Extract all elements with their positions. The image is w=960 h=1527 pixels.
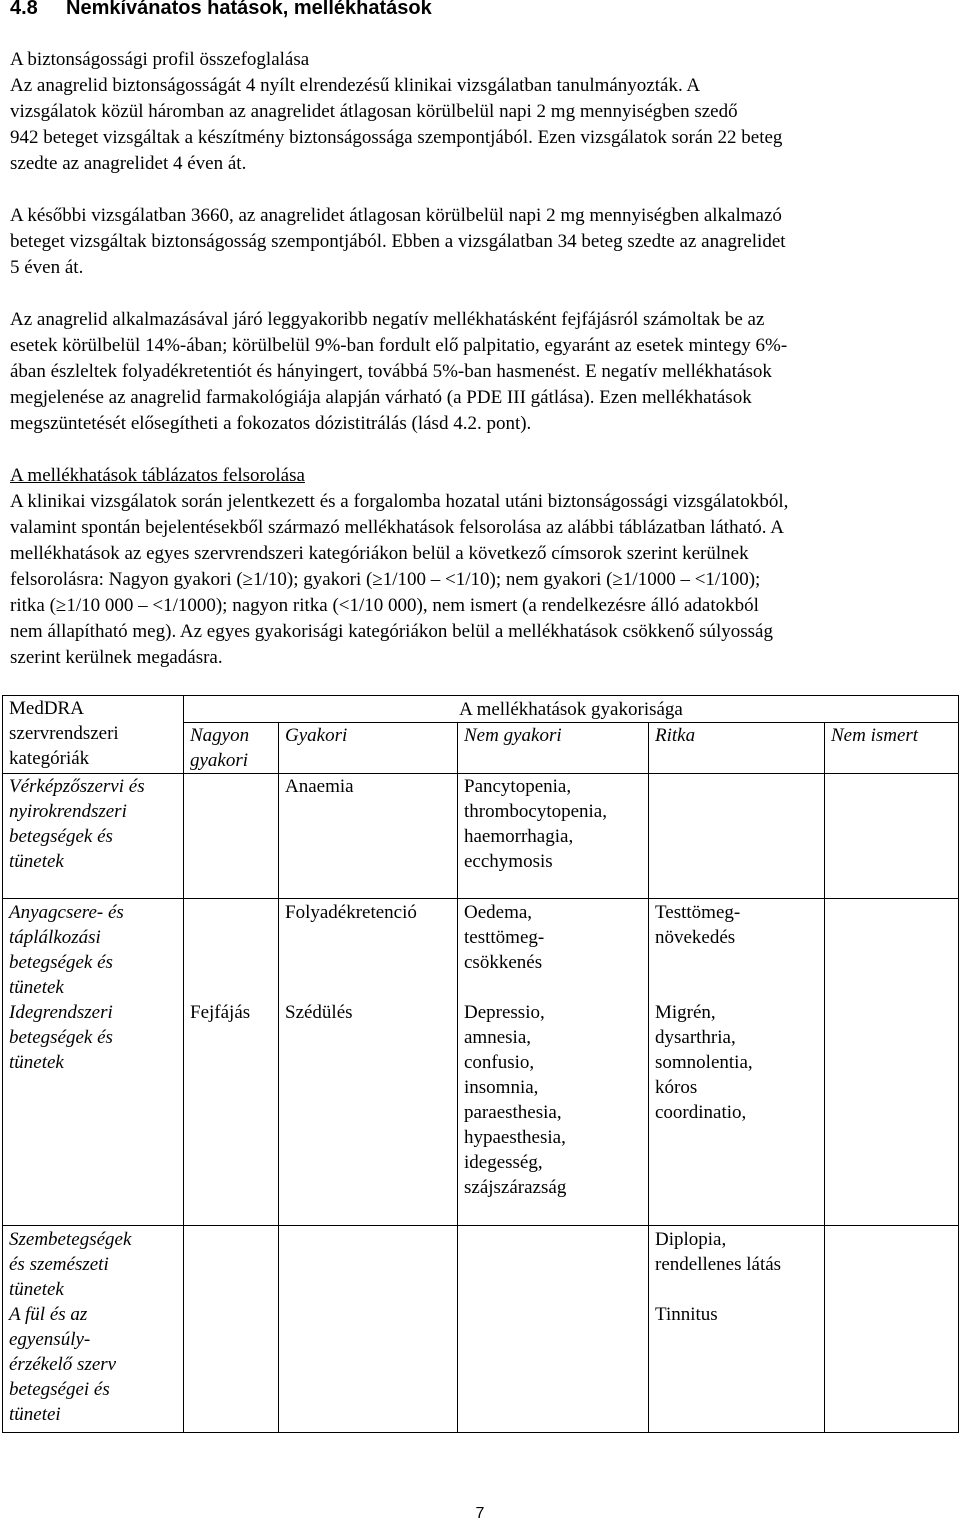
not-known-cell [825, 1225, 959, 1302]
rare-cell [649, 1000, 825, 1225]
not-known-cell [825, 899, 959, 1001]
soc-line: tünetek [9, 977, 64, 998]
col-label-line: Nem gyakori [464, 725, 562, 746]
paragraph-line: megszüntetését elősegítheti a fokozatos dózistitrálás (lásd 4.2. pont). [10, 413, 532, 434]
tabular-list-title: A mellékhatások táblázatos felsorolása [10, 465, 305, 486]
paragraph-line: megjelenése az anagrelid farmakológiája alapján várható (a PDE III gátlása). Ezen mellékhatások [10, 387, 752, 408]
soc-cell [3, 774, 184, 899]
later-study-paragraph [10, 203, 940, 281]
soc-cell [3, 899, 184, 1001]
table-row [3, 1302, 959, 1433]
col-common [279, 723, 458, 774]
effect-line: hypaesthesia, [464, 1127, 566, 1148]
common-cell [279, 899, 458, 1001]
paragraph-line: 942 beteget vizsgáltak a készítmény biztonságossága szempontjából. Ezen vizsgálatok során 22 beteg [10, 127, 783, 148]
soc-header-cell [3, 696, 184, 774]
effect-line: ecchymosis [464, 851, 553, 872]
col-not-known [825, 723, 959, 774]
soc-line: tünetei [9, 1403, 61, 1425]
soc-line: betegségek és [9, 826, 113, 847]
effect-line: Anaemia [285, 776, 354, 797]
common-cell [279, 1000, 458, 1225]
paragraph-line: beteget vizsgáltak biztonságosság szempontjából. Ebben a vizsgálatban 34 beteg szedte az anagrelidet [10, 231, 786, 252]
effect-line: Tinnitus [655, 1303, 718, 1325]
very-common-cell [184, 899, 279, 1001]
soc-line: A fül és az [9, 1303, 88, 1325]
soc-line: tünetek [9, 1052, 64, 1073]
not-known-cell [825, 774, 959, 899]
very-common-cell [184, 1225, 279, 1302]
col-label-line: gyakori [190, 750, 249, 771]
paragraph-line: A klinikai vizsgálatok során jelentkezett és a forgalomba hozatal utáni biztonságossági vizsgálatokból, [10, 491, 789, 512]
paragraph-line: nem állapítható meg). Az egyes gyakorisági kategóriákon belül a mellékhatások csökkenő súlyosság [10, 621, 773, 642]
effect-line: csökkenés [464, 952, 543, 973]
paragraph-line: valamint spontán bejelentésekből származó mellékhatások felsorolása az alábbi táblázatban látható. A [10, 517, 784, 538]
col-label-line: Gyakori [285, 725, 348, 746]
paragraph-line: ában észleltek folyadékretentiót és hányingert, továbbá 5%-ban hasmenést. E negatív mellékhatások [10, 361, 772, 382]
soc-line: érzékelő szerv [9, 1353, 117, 1375]
soc-line: táplálkozási [9, 927, 101, 948]
effect-line: dysarthria, [655, 1027, 736, 1048]
paragraph-line: Az anagrelid alkalmazásával járó leggyakoribb negatív mellékhatásként fejfájásról számoltak be az [10, 309, 765, 330]
safety-summary [10, 47, 940, 177]
side-effects-table [2, 695, 959, 1433]
section-number: 4.8 [10, 0, 38, 19]
soc-line: egyensúly- [9, 1328, 91, 1350]
paragraph-line: vizsgálatok közül háromban az anagrelidet átlagosan körülbelül napi 2 mg mennyiségben szedő [10, 101, 738, 122]
effect-line: thrombocytopenia, [464, 801, 607, 822]
soc-line: tünetek [9, 851, 64, 872]
section-title: Nemkívánatos hatások, mellékhatások [66, 0, 432, 19]
common-cell [279, 774, 458, 899]
effect-line: testtömeg- [464, 927, 545, 948]
soc-header-line: kategóriák [9, 748, 90, 769]
effect-line: Testtömeg- [655, 902, 741, 923]
effect-line: coordinatio, [655, 1102, 747, 1123]
table-row [3, 1000, 959, 1225]
effect-line: Folyadékretenció [285, 902, 417, 923]
effect-line: Migrén, [655, 1002, 716, 1023]
paragraph-line: Az anagrelid biztonságosságát 4 nyílt elrendezésű klinikai vizsgálatban tanulmányozták. A [10, 75, 701, 96]
soc-line: Anyagcsere- és [9, 902, 124, 923]
common-effects-paragraph [10, 307, 940, 437]
col-label-line: Nem ismert [831, 725, 919, 746]
effect-line: paraesthesia, [464, 1102, 562, 1123]
not-known-cell [825, 1302, 959, 1433]
soc-line: és szemészeti [9, 1253, 109, 1275]
soc-line: Vérképzőszervi és [9, 776, 145, 797]
paragraph-line: szerint kerülnek megadásra. [10, 647, 223, 668]
effect-line: insomnia, [464, 1077, 539, 1098]
common-cell [279, 1302, 458, 1433]
section-heading [10, 0, 432, 20]
rare-cell [649, 1225, 825, 1302]
paragraph-line: felsorolásra: Nagyon gyakori (≥1/10); gyakori (≥1/100 – <1/10); nem gyakori (≥1/1000 – <1/100); [10, 569, 761, 590]
effect-line: haemorrhagia, [464, 826, 574, 847]
very-common-cell [184, 1302, 279, 1433]
soc-cell [3, 1000, 184, 1225]
effect-line: rendellenes látás [655, 1253, 782, 1275]
soc-line: betegségek és [9, 1027, 113, 1048]
soc-header-line: MedDRA [9, 698, 84, 719]
very-common-cell [184, 1000, 279, 1225]
effect-line: somnolentia, [655, 1052, 753, 1073]
soc-line: tünetek [9, 1278, 64, 1300]
effect-line: idegesség, [464, 1152, 543, 1173]
effect-line: növekedés [655, 927, 736, 948]
table-row [3, 1225, 959, 1302]
effect-line: amnesia, [464, 1027, 532, 1048]
rare-cell [649, 1302, 825, 1433]
soc-line: nyirokrendszeri [9, 801, 127, 822]
page-number: 7 [475, 1505, 485, 1522]
common-cell [279, 1225, 458, 1302]
safety-summary-title: A biztonságossági profil összefoglalása [10, 49, 310, 70]
col-label-line: Nagyon [190, 725, 250, 746]
paragraph-line: ritka (≥1/10 000 – <1/1000); nagyon ritka (<1/10 000), nem ismert (a rendelkezésre álló adatokból [10, 595, 759, 616]
soc-cell [3, 1225, 184, 1302]
table-row [3, 774, 959, 899]
paragraph-line: mellékhatások az egyes szervrendszeri kategóriákon belül a következő címsorok szerint kerülnek [10, 543, 749, 564]
uncommon-cell [458, 1000, 649, 1225]
col-rare [649, 723, 825, 774]
table-header-row [3, 696, 959, 723]
rare-cell [649, 899, 825, 1001]
effect-line: Fejfájás [190, 1002, 251, 1023]
soc-line: Idegrendszeri [9, 1002, 113, 1023]
soc-line: betegségek és [9, 952, 113, 973]
paragraph-line: A későbbi vizsgálatban 3660, az anagrelidet átlagosan körülbelül napi 2 mg mennyiségben alkalmazó [10, 205, 782, 226]
col-label-line: Ritka [655, 725, 696, 746]
paragraph-line: esetek körülbelül 14%-ában; körülbelül 9%-ban fordult elő palpitatio, egyaránt az esetek mintegy 6%- [10, 335, 788, 356]
col-very-common [184, 723, 279, 774]
not-known-cell [825, 1000, 959, 1225]
effect-line: Diplopia, [655, 1228, 727, 1250]
table-row [3, 899, 959, 1001]
soc-header-line: szervrendszeri [9, 723, 119, 744]
frequency-header: A mellékhatások gyakorisága [184, 696, 959, 723]
col-uncommon [458, 723, 649, 774]
uncommon-cell [458, 1302, 649, 1433]
uncommon-cell [458, 899, 649, 1001]
effect-line: confusio, [464, 1052, 535, 1073]
effect-line: kóros [655, 1077, 698, 1098]
soc-line: Szembetegségek [9, 1228, 132, 1250]
uncommon-cell [458, 1225, 649, 1302]
effect-line: Pancytopenia, [464, 776, 572, 797]
soc-line: betegségei és [9, 1378, 110, 1400]
very-common-cell [184, 774, 279, 899]
paragraph-line: szedte az anagrelidet 4 éven át. [10, 153, 247, 174]
uncommon-cell [458, 774, 649, 899]
effect-line: Oedema, [464, 902, 533, 923]
tabular-list-section [10, 463, 940, 671]
effect-line: Szédülés [285, 1002, 353, 1023]
effect-line: szájszárazság [464, 1177, 567, 1198]
paragraph-line: 5 éven át. [10, 257, 84, 278]
effect-line: Depressio, [464, 1002, 545, 1023]
soc-cell [3, 1302, 184, 1433]
rare-cell [649, 774, 825, 899]
